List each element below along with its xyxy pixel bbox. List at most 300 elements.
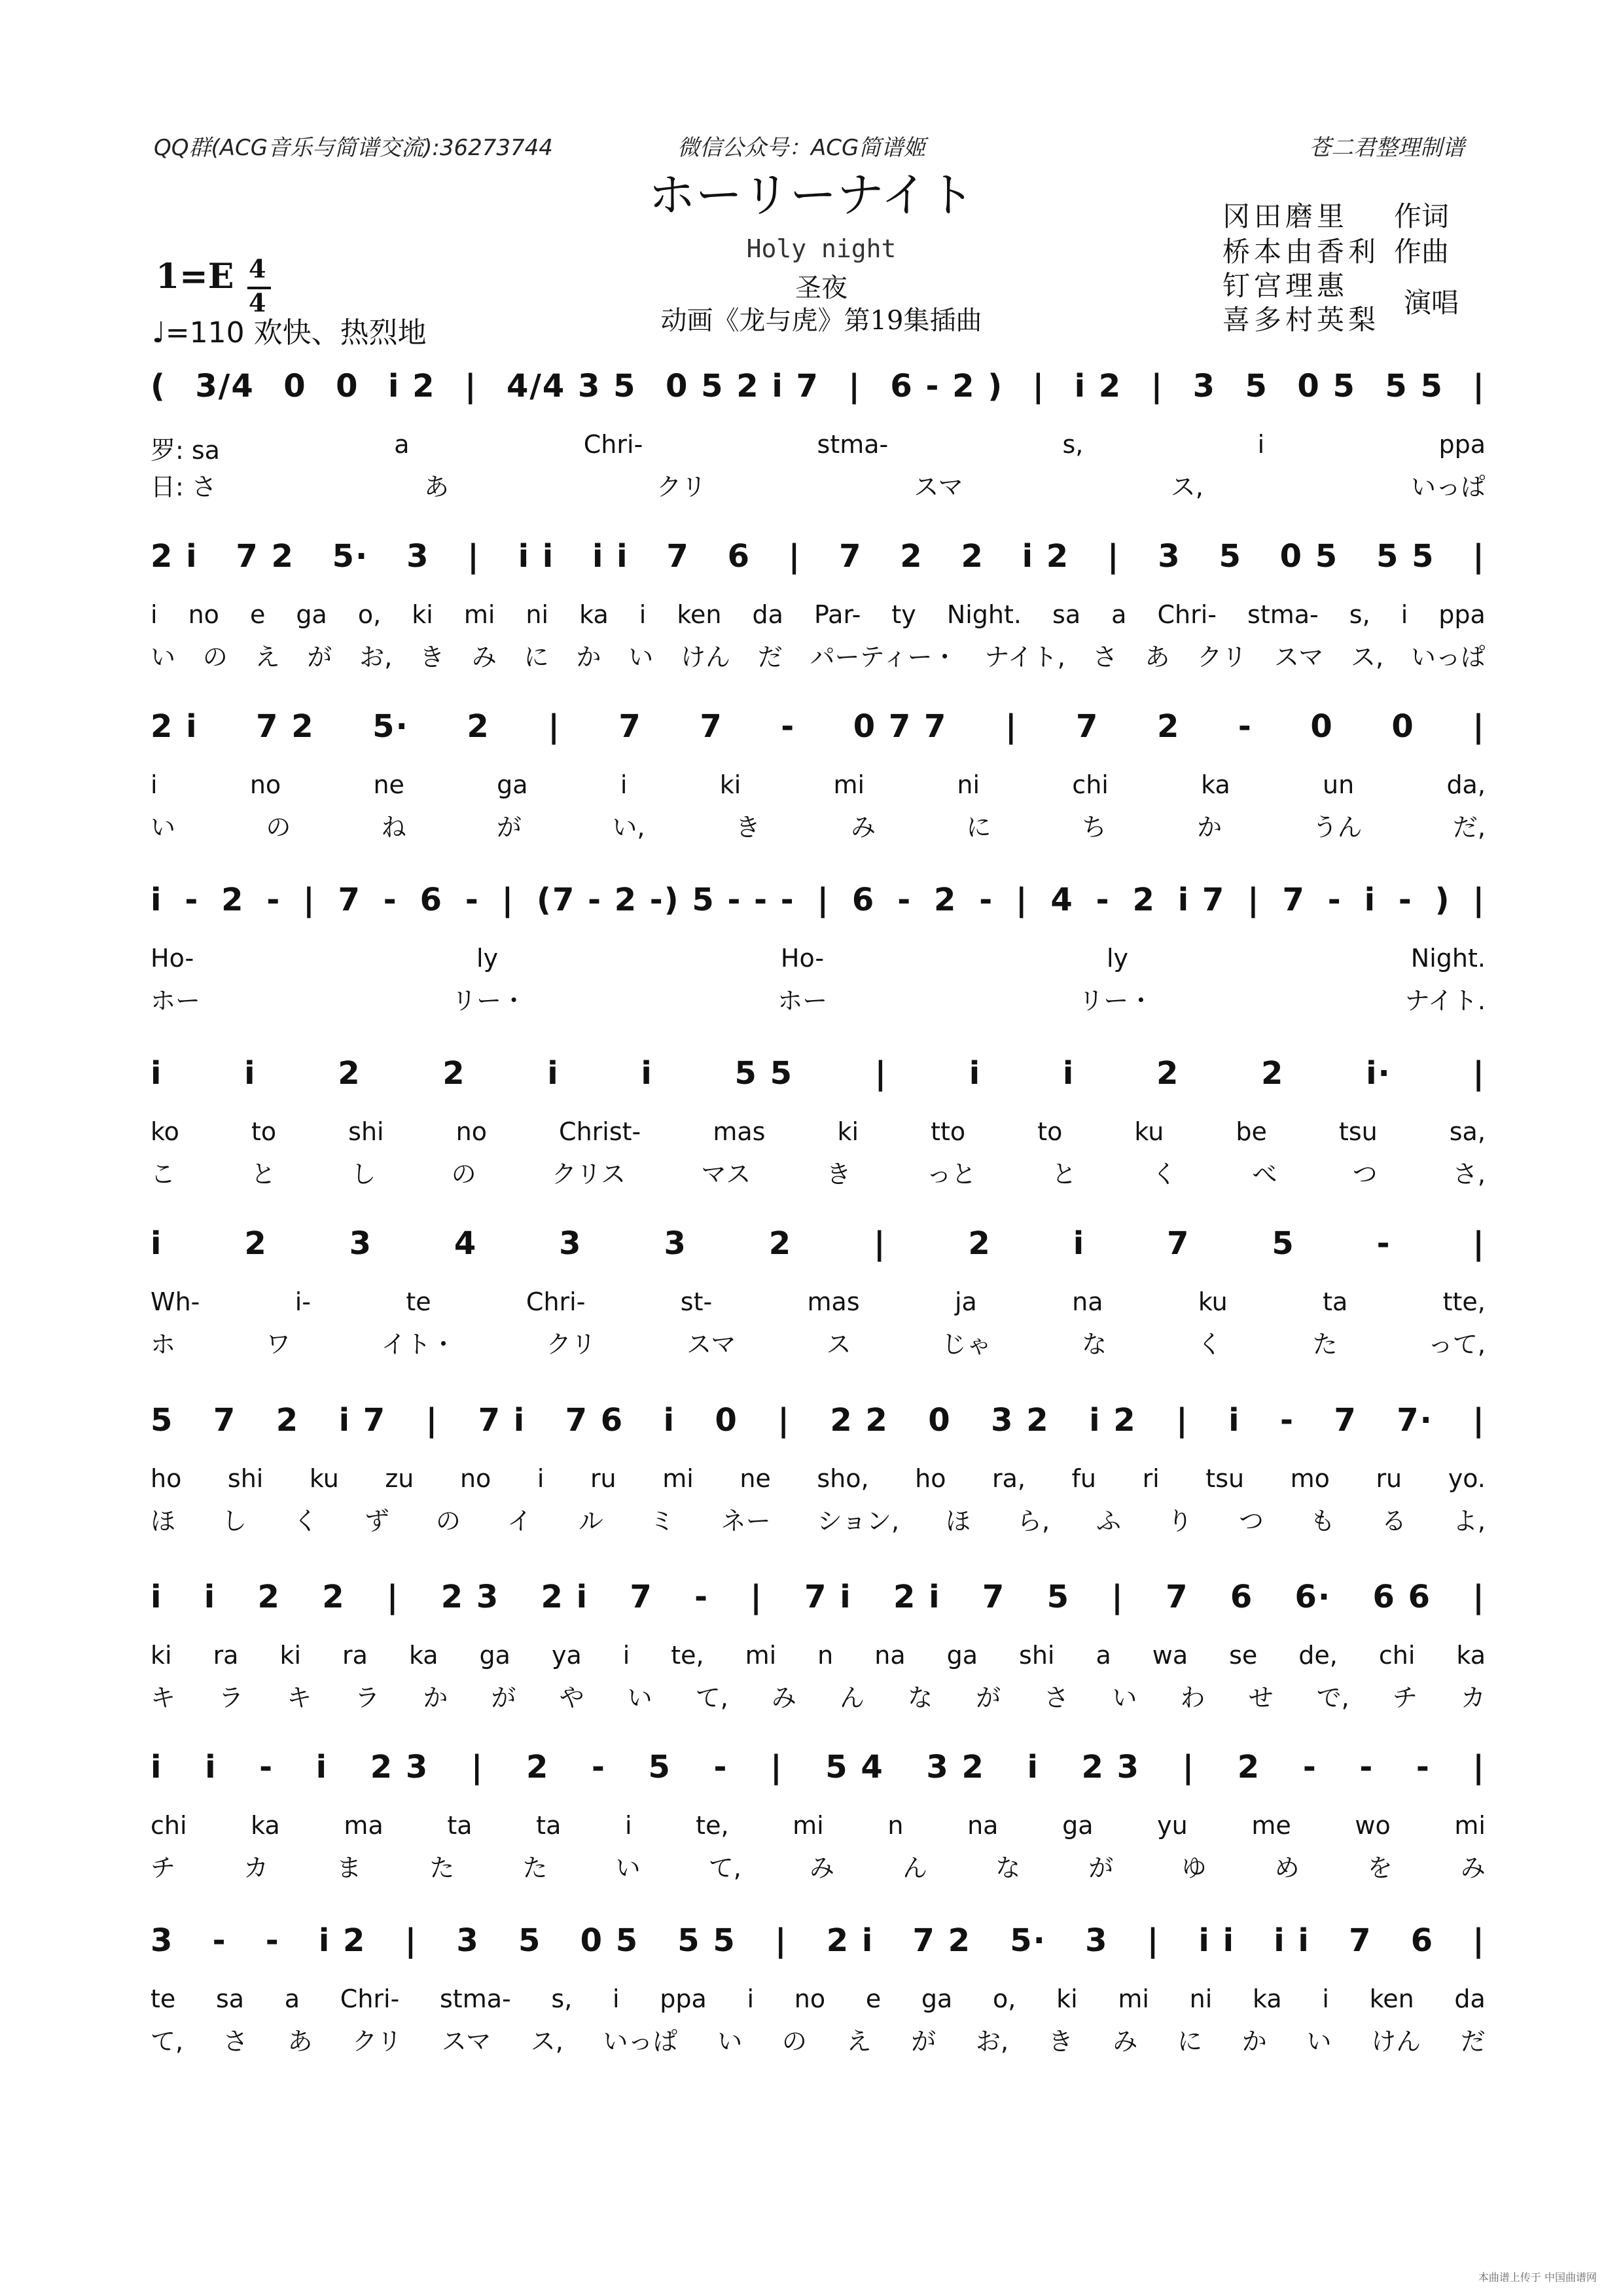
lyric-syllable: stma-: [440, 1984, 511, 2013]
lyric-syllable: ション,: [817, 1507, 900, 1535]
lyric-syllable: が: [911, 2027, 936, 2056]
lyric-syllable: zu: [385, 1464, 414, 1493]
lyric-syllable: て,: [695, 1683, 728, 1712]
lyric-syllable: み: [1460, 1854, 1486, 1882]
note-group: 7 i: [804, 1579, 852, 1615]
note-group: 3: [456, 1922, 480, 1959]
lyric-syllable: る: [1381, 1507, 1406, 1535]
lyric-syllable: み: [1113, 2027, 1138, 2056]
lyric-syllable: さ,: [1452, 1160, 1486, 1189]
lyric-syllable: chi: [1378, 1641, 1416, 1670]
note-group: -: [1359, 1749, 1374, 1785]
lyric-syllable: ま: [336, 1854, 362, 1882]
note-group: i 2: [1074, 368, 1122, 404]
romaji-lyrics: [151, 1984, 1486, 2013]
lyric-syllable: い: [628, 643, 654, 672]
lyric-syllable: いっぱ: [1410, 473, 1486, 501]
tempo-marking: ♩=110 欢快、热烈地: [152, 316, 427, 350]
note-group: i: [547, 1055, 560, 1092]
bar-line: |: [548, 708, 561, 745]
lyric-syllable: き: [1048, 2027, 1073, 2056]
lyric-syllable: く: [1152, 1160, 1177, 1189]
lyric-syllable: み: [771, 1683, 796, 1712]
note-group: 0: [1310, 708, 1334, 745]
lyric-syllable: sa: [215, 1984, 245, 2013]
lyric-syllable: to: [251, 1117, 277, 1146]
bar-line: |: [467, 538, 480, 575]
score-system: [151, 1044, 1486, 1188]
lyric-syllable: いっぱ: [603, 2027, 678, 2056]
note-group: 6: [419, 882, 443, 918]
lyric-syllable: te,: [696, 1811, 729, 1840]
lyric-syllable: ki: [1056, 1984, 1078, 2013]
note-group: -: [266, 882, 281, 918]
note-group: 0 5: [1297, 368, 1356, 404]
lyric-syllable: Par-: [813, 600, 861, 629]
note-group: 7: [700, 708, 723, 745]
lyric-syllable: ty: [891, 600, 916, 629]
lyric-syllable: ki: [412, 600, 433, 629]
note-group: i 7: [1177, 882, 1226, 918]
note-group: 7: [1282, 882, 1306, 918]
lyric-syllable: ku: [1134, 1117, 1164, 1146]
note-group: 3: [664, 1225, 687, 1262]
lyric-syllable: ka: [251, 1811, 280, 1840]
romaji-lyrics: [151, 1464, 1486, 1493]
lyric-syllable: ね: [381, 813, 406, 842]
lyric-syllable: ra,: [992, 1464, 1026, 1493]
lyric-syllable: あ: [287, 2027, 313, 2056]
note-group: 2 i: [151, 708, 198, 745]
bar-line: |: [1032, 368, 1046, 404]
romaji-lyrics: [151, 430, 1486, 466]
japanese-lyrics: [151, 1154, 1486, 1190]
lyric-syllable: じゃ: [941, 1330, 991, 1359]
lyric-syllable: ワ: [266, 1330, 291, 1359]
lyric-syllable: shi: [227, 1464, 264, 1493]
lyric-syllable: が: [976, 1683, 1001, 1712]
lyric-syllable: ra: [342, 1641, 368, 1670]
note-group: 7: [1349, 1922, 1372, 1959]
lyric-syllable: か: [1241, 2027, 1267, 2056]
note-group: 2 i: [893, 1579, 941, 1615]
lyric-syllable: stma-: [817, 430, 889, 459]
lyric-syllable: い: [717, 2027, 743, 2056]
note-group: 7: [338, 882, 361, 918]
lyric-syllable: キ: [287, 1683, 312, 1712]
lyric-syllable: さ: [223, 2027, 248, 2056]
lyric-syllable: ku: [1198, 1287, 1228, 1316]
lyricist-role: 作词: [1394, 200, 1450, 232]
bar-line: |: [874, 1055, 888, 1092]
lyric-syllable: yu: [1157, 1811, 1188, 1840]
note-group: 4: [454, 1225, 478, 1262]
note-group: 0 5 2 i 7: [666, 368, 819, 404]
lyric-syllable: i-: [294, 1287, 311, 1316]
japanese-lyrics: [151, 1677, 1486, 1713]
lyric-syllable: Chri-: [1157, 600, 1217, 629]
lyric-syllable: no: [459, 1464, 491, 1493]
note-group: 4/4 3 5: [506, 368, 637, 404]
note-group: 2: [467, 708, 490, 745]
composer-role: 作曲: [1394, 236, 1450, 268]
lyric-syllable: te: [151, 1984, 176, 2013]
lyric-syllable: み: [809, 1854, 834, 1882]
lyric-syllable: が: [497, 813, 522, 842]
lyric-syllable: て,: [151, 2027, 184, 2056]
lyric-syllable: ho: [915, 1464, 946, 1493]
note-group: i: [204, 1579, 217, 1615]
japanese-lyrics: [151, 467, 1486, 503]
lyric-syllable: shi: [348, 1117, 384, 1146]
bar-line: |: [848, 368, 861, 404]
lyric-syllable: に: [1177, 2027, 1203, 2056]
japanese-lyrics: [151, 637, 1486, 673]
note-group: i 2: [1022, 538, 1070, 575]
note-group: -: [265, 1922, 280, 1959]
lyric-syllable: に: [966, 813, 991, 842]
lyric-syllable: イ: [507, 1507, 532, 1535]
note-group: i: [151, 1225, 163, 1262]
lyric-syllable: い: [151, 643, 176, 672]
score-system: [151, 697, 1486, 841]
note-group: 2: [221, 882, 245, 918]
lyric-syllable: ga: [921, 1984, 953, 2013]
bar-line: |: [501, 882, 515, 918]
note-group: 2: [1261, 1055, 1285, 1092]
note-group: 6 - 2 ): [890, 368, 1004, 404]
lyric-syllable: Night.: [946, 600, 1022, 629]
lyric-syllable: te: [406, 1287, 431, 1316]
singer-1: 钉宫理惠: [1222, 270, 1349, 302]
bar-line: |: [1472, 1579, 1486, 1615]
lyric-syllable: クリス: [551, 1160, 626, 1189]
lyric-syllable: き: [419, 643, 445, 672]
note-group: i: [244, 1055, 257, 1092]
lyric-syllable: ず: [364, 1507, 389, 1535]
romaji-lyrics: [151, 770, 1486, 799]
lyric-syllable: いっぱ: [1410, 643, 1486, 672]
bar-line: |: [750, 1579, 763, 1615]
lyric-syllable: i: [1400, 600, 1408, 629]
lyric-syllable: Ho-: [151, 944, 194, 973]
note-group: 6: [851, 882, 876, 918]
lyric-syllable: ho: [151, 1464, 182, 1493]
lyric-syllable: sho,: [817, 1464, 869, 1493]
lyric-syllable: ほ: [946, 1507, 971, 1535]
lyric-syllable: ナイト,: [984, 643, 1065, 672]
note-group: 2: [257, 1579, 281, 1615]
bar-line: |: [1176, 1402, 1189, 1439]
lyric-syllable: ppa: [1438, 430, 1486, 459]
japanese-lyrics: [151, 807, 1486, 843]
lyric-syllable: マス: [701, 1160, 751, 1189]
lyric-syllable: め: [1274, 1854, 1300, 1882]
lyric-syllable: せ: [1248, 1683, 1274, 1712]
note-group: -: [383, 882, 398, 918]
lyric-syllable: ka: [1201, 770, 1230, 799]
note-group: 7 6: [565, 1402, 624, 1439]
source-note: 动画《龙与虎》第19集插曲: [660, 306, 982, 336]
note-group: 5·: [332, 538, 369, 575]
singer-2: 喜多村英梨: [1222, 304, 1380, 336]
key-signature: 1=E: [156, 257, 234, 296]
lyric-syllable: パーティー・: [810, 643, 957, 672]
note-group: 3 2: [926, 1749, 985, 1785]
lyric-syllable: ri: [1142, 1464, 1160, 1493]
lyric-syllable: 罗: sa: [151, 436, 220, 465]
time-sig-top: 4: [249, 254, 266, 283]
note-group: i i: [1274, 1922, 1310, 1959]
score-system: [151, 1738, 1486, 1882]
lyric-syllable: na: [1072, 1287, 1103, 1316]
lyric-syllable: Ho-: [780, 944, 825, 973]
score-system: [151, 527, 1486, 671]
romaji-lyrics: [151, 1117, 1486, 1146]
lyric-syllable: クリ: [352, 2027, 402, 2056]
notes-line: [151, 1391, 1486, 1450]
lyricist-name: 冈田磨里: [1222, 200, 1349, 232]
bar-line: |: [1107, 538, 1120, 575]
lyric-syllable: の: [451, 1160, 476, 1189]
lyric-syllable: ち: [1081, 813, 1107, 842]
lyric-syllable: ru: [1376, 1464, 1402, 1493]
note-group: -: [979, 882, 994, 918]
lyric-syllable: ホ: [151, 1330, 176, 1359]
lyric-syllable: べ: [1252, 1160, 1277, 1189]
lyric-syllable: i: [747, 1984, 755, 2013]
lyric-syllable: ナイト.: [1404, 986, 1486, 1015]
note-group: i: [1027, 1749, 1039, 1785]
lyric-syllable: da,: [1446, 770, 1486, 799]
bar-line: |: [1111, 1579, 1124, 1615]
note-group: -: [1416, 1749, 1431, 1785]
notes-line: [151, 870, 1486, 929]
note-group: 7: [1334, 1402, 1357, 1439]
lyric-syllable: tsu: [1338, 1117, 1378, 1146]
lyric-syllable: ネー: [721, 1507, 771, 1535]
lyric-syllable: stma-: [1247, 600, 1319, 629]
lyric-syllable: Wh-: [151, 1287, 200, 1316]
lyric-syllable: 日: さ: [151, 473, 217, 501]
note-group: 2: [526, 1749, 550, 1785]
lyric-syllable: ス,: [530, 2027, 563, 2056]
lyric-syllable: ly: [1106, 944, 1128, 973]
lyric-syllable: うん: [1312, 813, 1363, 842]
lyric-syllable: no: [188, 600, 219, 629]
lyric-syllable: お,: [359, 643, 393, 672]
lyric-syllable: Christ-: [559, 1117, 641, 1146]
note-group: i: [151, 1579, 163, 1615]
lyric-syllable: クリ: [656, 473, 707, 501]
lyric-syllable: ス: [826, 1330, 851, 1359]
lyric-syllable: o,: [993, 1984, 1016, 2013]
romaji-lyrics: [151, 1641, 1486, 1670]
note-group: -: [1398, 882, 1413, 918]
note-group: 0: [283, 368, 307, 404]
lyric-syllable: o,: [357, 600, 382, 629]
note-group: 2: [933, 882, 957, 918]
lyric-syllable: ta: [1323, 1287, 1348, 1316]
lyric-syllable: ko: [151, 1117, 179, 1146]
lyric-syllable: mas: [807, 1287, 860, 1316]
lyric-syllable: mi: [833, 770, 865, 799]
lyric-syllable: な: [1082, 1330, 1107, 1359]
subtitle-english: Holy night: [746, 234, 897, 263]
lyric-syllable: mi: [1454, 1811, 1486, 1840]
lyric-syllable: だ: [1460, 2027, 1486, 2056]
header-arranger: 苍二君整理制谱: [1309, 135, 1465, 161]
song-title: ホーリーナイト: [648, 168, 975, 223]
note-group: i: [1073, 1225, 1086, 1262]
note-group: 2: [322, 1579, 346, 1615]
lyric-syllable: mi: [745, 1641, 777, 1670]
note-group: i: [641, 1055, 653, 1092]
lyric-syllable: un: [1323, 770, 1355, 799]
note-group: 3: [1085, 1922, 1109, 1959]
note-group: i: [1062, 1055, 1075, 1092]
lyric-syllable: i: [622, 1641, 630, 1670]
note-group: 2: [768, 1225, 793, 1262]
note-group: -: [1096, 882, 1111, 918]
lyric-syllable: ん: [840, 1683, 865, 1712]
lyric-syllable: て,: [708, 1854, 741, 1882]
note-group: 2 3: [440, 1579, 500, 1615]
bar-line: |: [770, 1749, 783, 1785]
note-group: 7 2: [912, 1922, 972, 1959]
bar-line: |: [1472, 882, 1486, 918]
lyric-syllable: キ: [151, 1683, 176, 1712]
notes-line: [151, 1044, 1486, 1103]
lyric-syllable: い: [1112, 1683, 1137, 1712]
japanese-lyrics: [151, 980, 1486, 1016]
lyric-syllable: te,: [671, 1641, 704, 1670]
note-group: 5 5: [677, 1922, 736, 1959]
lyric-syllable: me: [1251, 1811, 1291, 1840]
lyric-syllable: i: [624, 1811, 632, 1840]
lyric-syllable: Chri-: [526, 1287, 586, 1316]
note-group: 7: [666, 538, 690, 575]
lyric-syllable: を: [1367, 1854, 1393, 1882]
lyric-syllable: が: [491, 1683, 516, 1712]
japanese-lyrics: [151, 1501, 1486, 1537]
note-group: -: [1327, 882, 1342, 918]
lyric-syllable: be: [1236, 1117, 1267, 1146]
lyric-syllable: こ: [151, 1160, 176, 1189]
note-group: 2: [1156, 708, 1181, 745]
note-group: 0 5: [580, 1922, 639, 1959]
romaji-lyrics: [151, 944, 1486, 973]
note-group: 5 5: [734, 1055, 793, 1092]
lyric-syllable: e: [249, 600, 266, 629]
note-group: i 2: [318, 1922, 366, 1959]
lyric-syllable: i: [151, 770, 158, 799]
subtitle-chinese: 圣夜: [795, 273, 847, 303]
lyric-syllable: だ,: [1452, 813, 1486, 842]
lyric-syllable: が: [307, 643, 332, 672]
bar-line: |: [1147, 1922, 1160, 1959]
note-group: 6: [1230, 1579, 1254, 1615]
note-group: 0: [928, 1402, 952, 1439]
note-group: 5: [151, 1402, 174, 1439]
lyric-syllable: fu: [1071, 1464, 1097, 1493]
lyric-syllable: no: [794, 1984, 826, 2013]
lyric-syllable: ka: [579, 600, 609, 629]
lyric-syllable: が: [1088, 1854, 1114, 1882]
bar-line: |: [1472, 1402, 1486, 1439]
bar-line: |: [404, 1922, 418, 1959]
bar-line: |: [1247, 882, 1260, 918]
note-group: 2 i: [541, 1579, 589, 1615]
romaji-lyrics: [151, 1287, 1486, 1316]
note-group: -: [185, 882, 200, 918]
lyric-syllable: no: [249, 770, 281, 799]
note-group: i 2: [1089, 1402, 1137, 1439]
note-group: i i: [1198, 1922, 1236, 1959]
note-group: 5 5: [1385, 368, 1444, 404]
note-group: 3: [151, 1922, 174, 1959]
notes-line: [151, 1214, 1486, 1273]
lyric-syllable: み: [851, 813, 876, 842]
composer-name: 桥本由香利: [1222, 236, 1380, 268]
lyric-syllable: お,: [975, 2027, 1009, 2056]
lyric-syllable: st-: [680, 1287, 713, 1316]
note-group: i: [205, 1749, 217, 1785]
note-group: 7 2: [236, 538, 294, 575]
note-group: 7: [213, 1402, 237, 1439]
lyric-syllable: っと: [926, 1160, 976, 1189]
lyric-syllable: n: [887, 1811, 904, 1840]
lyric-syllable: た: [522, 1854, 548, 1882]
note-group: 7: [618, 708, 642, 745]
bar-line: |: [1472, 1055, 1486, 1092]
note-group: 2 2: [830, 1402, 889, 1439]
bar-line: |: [303, 882, 316, 918]
note-group: 7: [1167, 1225, 1190, 1262]
lyric-syllable: mas: [713, 1117, 766, 1146]
score-system: [151, 1214, 1486, 1358]
bar-line: |: [775, 1922, 788, 1959]
romaji-lyrics: [151, 1811, 1486, 1840]
lyric-syllable: ya: [551, 1641, 582, 1670]
bar-line: |: [1016, 882, 1029, 918]
note-group: i i: [592, 538, 629, 575]
lyric-syllable: か: [423, 1683, 448, 1712]
lyric-syllable: スマ: [914, 473, 963, 501]
note-group: 2: [244, 1225, 268, 1262]
bar-line: |: [874, 1225, 887, 1262]
note-group: 2 i: [151, 538, 198, 575]
note-group: (: [151, 368, 166, 404]
note-group: 5: [1272, 1225, 1295, 1262]
lyric-syllable: shi: [1019, 1641, 1055, 1670]
lyric-syllable: ma: [344, 1811, 383, 1840]
bar-line: |: [1005, 708, 1018, 745]
lyric-syllable: ラ: [355, 1683, 380, 1712]
lyric-syllable: mo: [1290, 1464, 1330, 1493]
lyric-syllable: き: [735, 813, 760, 842]
lyric-syllable: く: [1197, 1330, 1222, 1359]
note-group: 5: [648, 1749, 671, 1785]
note-group: 7: [982, 1579, 1006, 1615]
lyric-syllable: も: [1310, 1507, 1335, 1535]
lyric-syllable: ppa: [1438, 600, 1486, 629]
lyric-syllable: ki: [837, 1117, 859, 1146]
note-group: -: [713, 1749, 728, 1785]
bar-line: |: [777, 1402, 791, 1439]
lyric-syllable: って,: [1427, 1330, 1486, 1359]
lyric-syllable: n: [817, 1641, 834, 1670]
